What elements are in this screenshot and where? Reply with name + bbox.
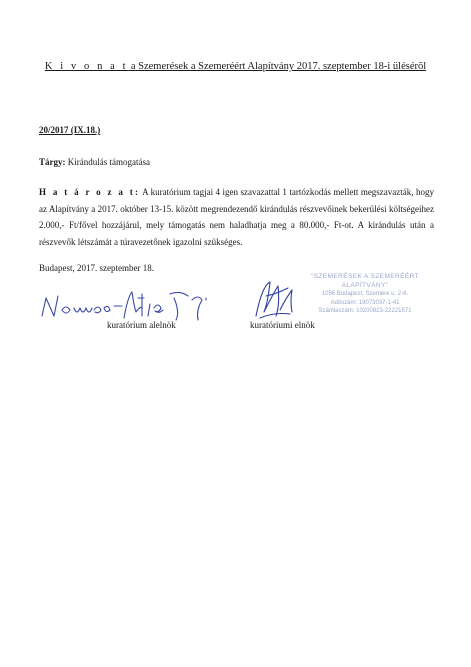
foundation-stamp <box>290 273 440 316</box>
stamp-line-1: "SZEMERÉSEK A SZEMERÉÉRT <box>311 273 419 280</box>
title-spaced: K i v o n a t <box>44 61 129 72</box>
resolution-label: H a t á r o z a t: <box>39 187 141 197</box>
stamp-line-2: ALAPÍTVÁNY" <box>341 281 389 289</box>
chair-label: kuratóriumi elnök <box>250 320 315 330</box>
resolution-text: A kuratórium tagjai 4 igen szavazattal 1 tartózkodás mellett megszavazták, hogy az Alapítvány a 2017. október 13-15. között megrendezendő kirándulás részvevőinek bekerülési költségeihez 2.000,- Ft/fővel hozzájárul, mely támogatás nem haladhatja meg a 80.000,- Ft-ot. A kirándulás után a részvevők létszámát a túravezetőnek igazolni szükséges. <box>39 187 435 247</box>
document-title <box>40 60 431 74</box>
stamp-line-3: 1056 Budapest, Szemere u. 2-6. <box>321 291 409 297</box>
stamp-line-4: Adószám: 19073037-1-41 <box>330 299 400 306</box>
resolution-paragraph <box>39 184 434 250</box>
subject-line <box>39 157 150 167</box>
subject-label: Tárgy: <box>39 157 66 167</box>
vice-chair-label: kuratórium alelnök <box>107 320 176 330</box>
stamp-line-5: Számlaszám: 10200823-22221571 <box>318 308 412 314</box>
resolution-reference: 20/2017 (IX.18.) <box>39 125 101 135</box>
place-date: Budapest, 2017. szeptember 18. <box>39 263 154 273</box>
subject-text: Kirándulás támogatása <box>65 157 150 167</box>
title-rest: a Szemerések a Szemeréért Alapítvány 2017. szeptember 18-i ülésérõl <box>128 61 427 72</box>
